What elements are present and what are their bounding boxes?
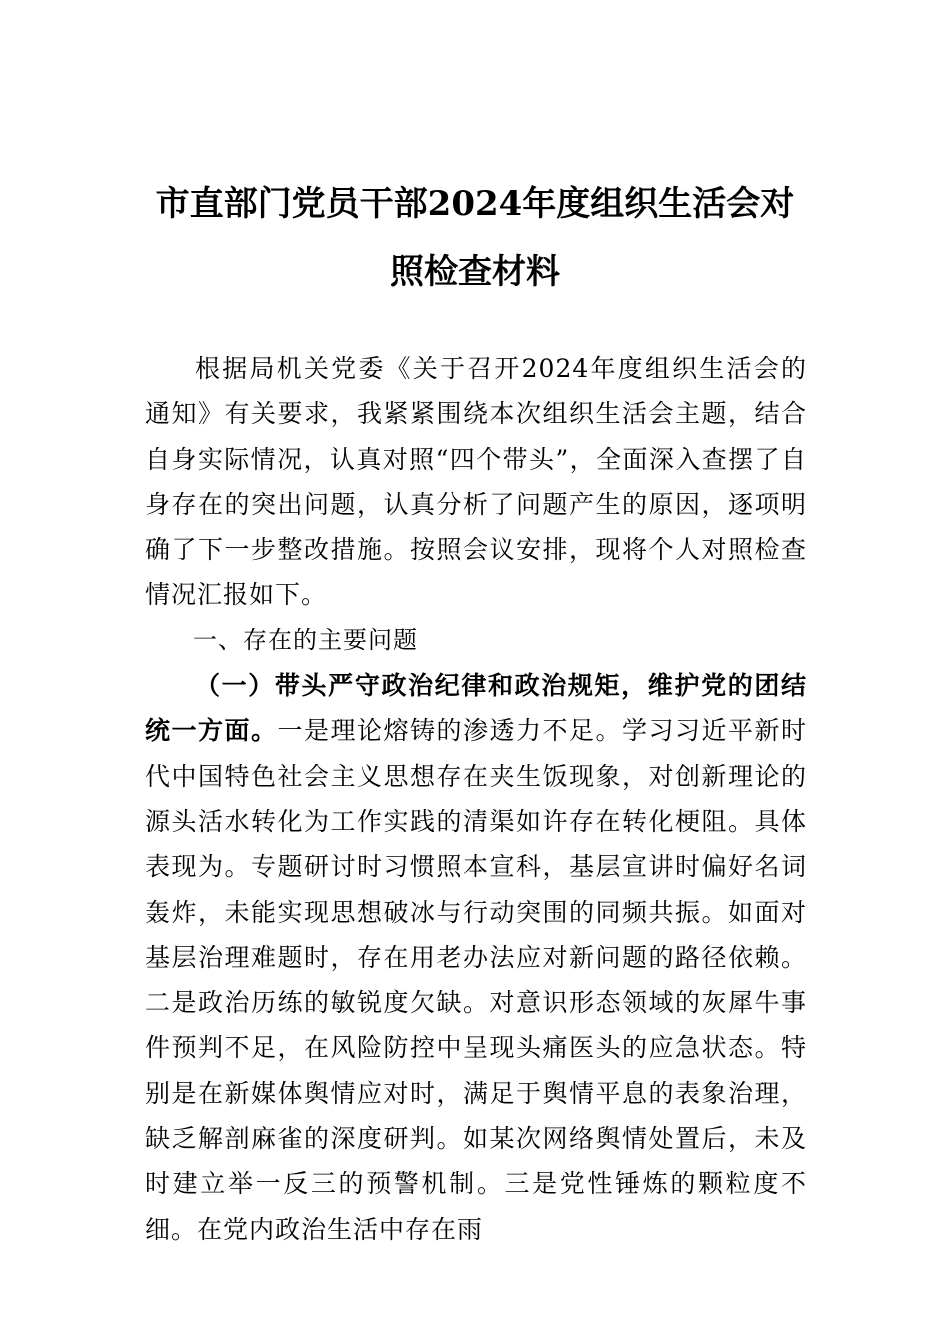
subsection-heading-1: （一）带头严守政治纪律和政治规矩，维护党的团结统一方面。 [145, 671, 807, 746]
document-body [145, 346, 807, 1252]
title-line-2: 照检查材料 [390, 252, 560, 292]
title-line-1: 市直部门党员干部2024年度组织生活会对 [155, 184, 795, 224]
subsection-body-1: 一是理论熔铸的渗透力不足。学习习近平新时代中国特色社会主义思想存在夹生饭现象，对创新理论的源头活水转化为工作实践的清渠如许存在转化梗阻。具体表现为。专题研讨时习惯照本宣科，基层宣讲时偏好名词轰炸，未能实现思想破冰与行动突围的同频共振。如面对基层治理难题时，存在用老办法应对新问题的路径依赖。二是政治历练的敏锐度欠缺。对意识形态领域的灰犀牛事件预判不足，在风险防控中呈现头痛医头的应急状态。特别是在新媒体舆情应对时，满足于舆情平息的表象治理，缺乏解剖麻雀的深度研判。如某次网络舆情处置后，未及时建立举一反三的预警机制。三是党性锤炼的颗粒度不细。在党内政治生活中存在雨 [145, 716, 807, 1244]
document-title [140, 170, 810, 306]
subsection-paragraph-1 [145, 663, 807, 1252]
section-heading-1: 一、存在的主要问题 [193, 625, 418, 654]
intro-paragraph: 根据局机关党委《关于召开2024年度组织生活会的通知》有关要求，我紧紧围绕本次组织生活会主题，结合自身实际情况，认真对照“四个带头”，全面深入查摆了自身存在的突出问题，认真分析了问题产生的原因，逐项明确了下一步整改措施。按照会议安排，现将个人对照检查情况汇报如下。 [145, 354, 807, 610]
